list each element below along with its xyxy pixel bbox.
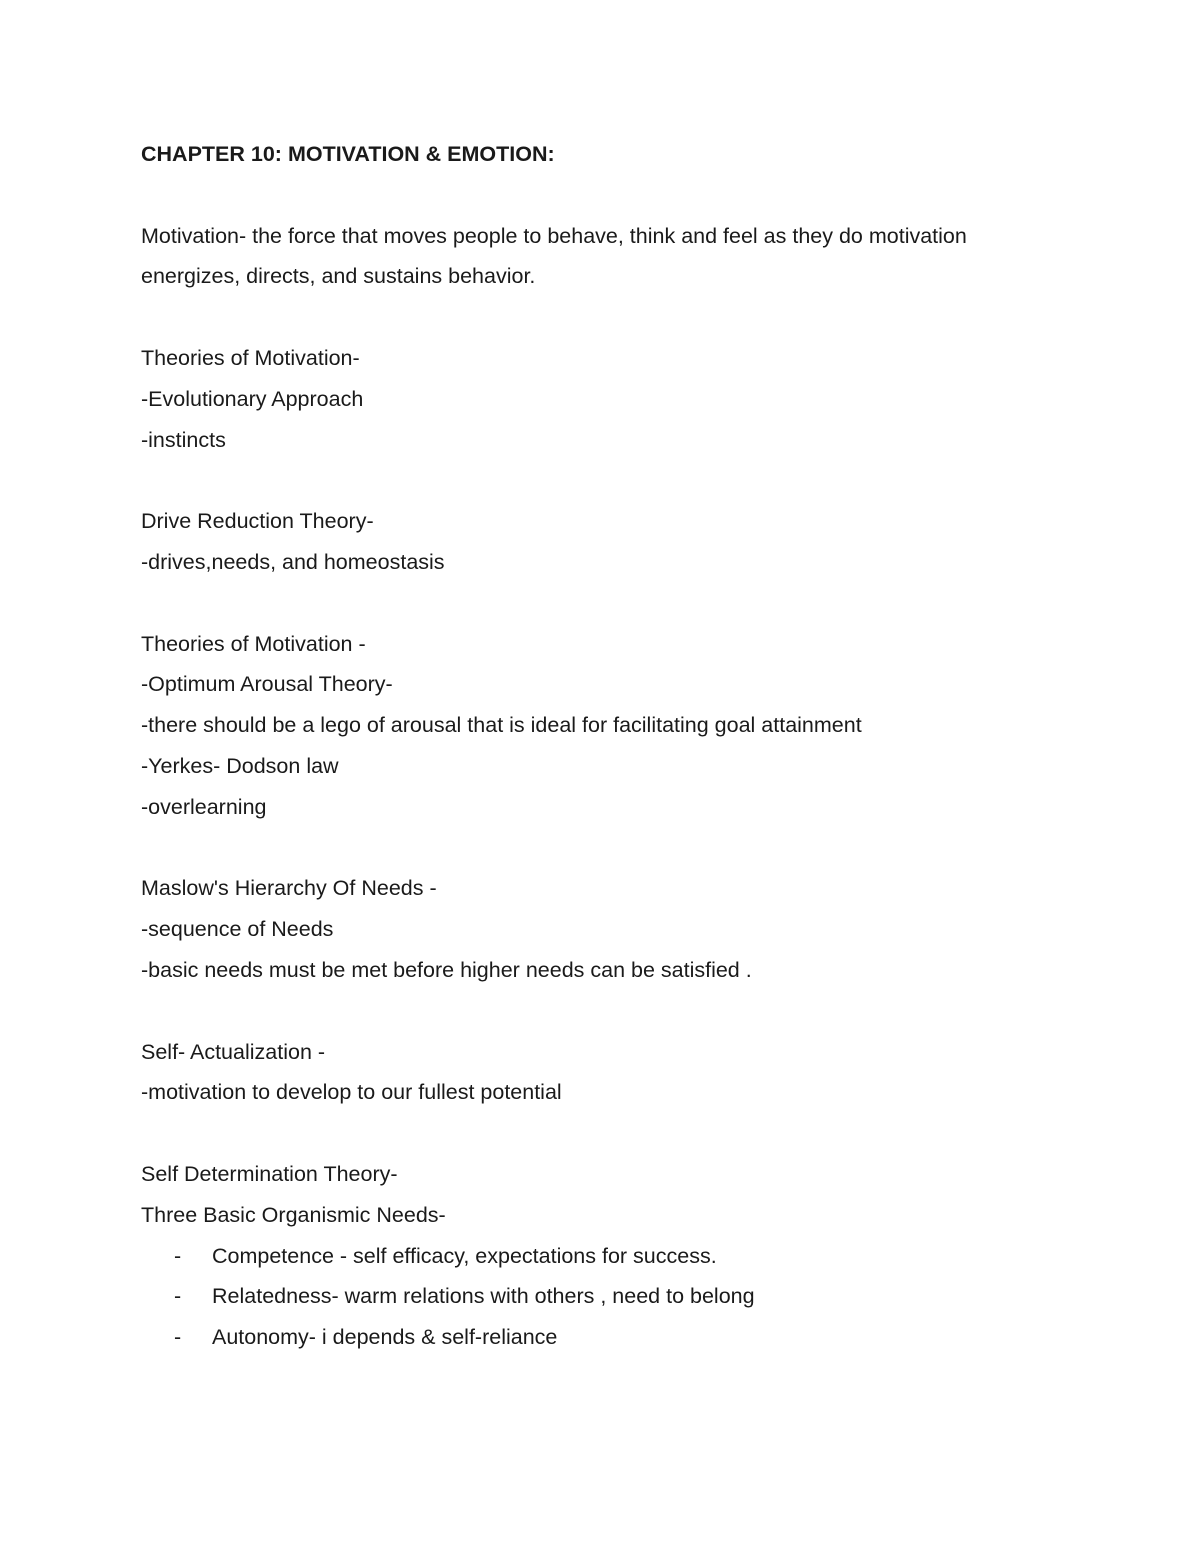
spacer [141, 297, 1081, 338]
bullet-item-competence [141, 1236, 1081, 1277]
section-heading-theories-of-motivation: Theories of Motivation- [141, 345, 360, 370]
spacer [141, 583, 1081, 624]
definition-line-1: Motivation- the force that moves people to behave, think and feel as they do motivation [141, 223, 967, 248]
list-item: -Evolutionary Approach [141, 386, 364, 411]
list-item: -there should be a lego of arousal that is ideal for facilitating goal attainment [141, 713, 862, 738]
list-item: -drives,needs, and homeostasis [141, 549, 445, 574]
definition-line-2: energizes, directs, and sustains behavior. [141, 264, 536, 289]
list-item: -motivation to develop to our fullest potential [141, 1080, 562, 1105]
bullet-text: Autonomy- i depends & self-reliance [212, 1325, 558, 1350]
spacer [141, 828, 1081, 869]
chapter-title: CHAPTER 10: MOTIVATION & EMOTION: [141, 142, 555, 166]
bullet-item-autonomy [141, 1317, 1081, 1358]
spacer [141, 991, 1081, 1032]
list-item: -basic needs must be met before higher needs can be satisfied . [141, 957, 752, 982]
document-page [141, 134, 1081, 1358]
list-item: -Optimum Arousal Theory- [141, 672, 393, 697]
list-item: -Yerkes- Dodson law [141, 753, 339, 778]
dash-bullet-icon: - [174, 1284, 182, 1309]
section-heading-drive-reduction: Drive Reduction Theory- [141, 509, 374, 534]
section-heading-maslow: Maslow's Hierarchy Of Needs - [141, 876, 437, 901]
bullet-item-relatedness [141, 1276, 1081, 1317]
section-heading-self-actualization: Self- Actualization - [141, 1039, 326, 1064]
spacer [141, 175, 1081, 216]
dash-bullet-icon: - [174, 1325, 182, 1350]
section-heading-theories-of-motivation-2: Theories of Motivation - [141, 631, 366, 656]
dash-bullet-icon: - [174, 1243, 182, 1268]
bullet-text: Relatedness- warm relations with others , need to belong [212, 1284, 755, 1309]
section-subheading-organismic-needs: Three Basic Organismic Needs- [141, 1202, 446, 1227]
list-item: -instincts [141, 427, 226, 452]
spacer [141, 460, 1081, 501]
list-item: -sequence of Needs [141, 917, 334, 942]
list-item: -overlearning [141, 794, 267, 819]
spacer [141, 1113, 1081, 1154]
section-heading-self-determination: Self Determination Theory- [141, 1161, 398, 1186]
bullet-text: Competence - self efficacy, expectations for success. [212, 1243, 717, 1268]
